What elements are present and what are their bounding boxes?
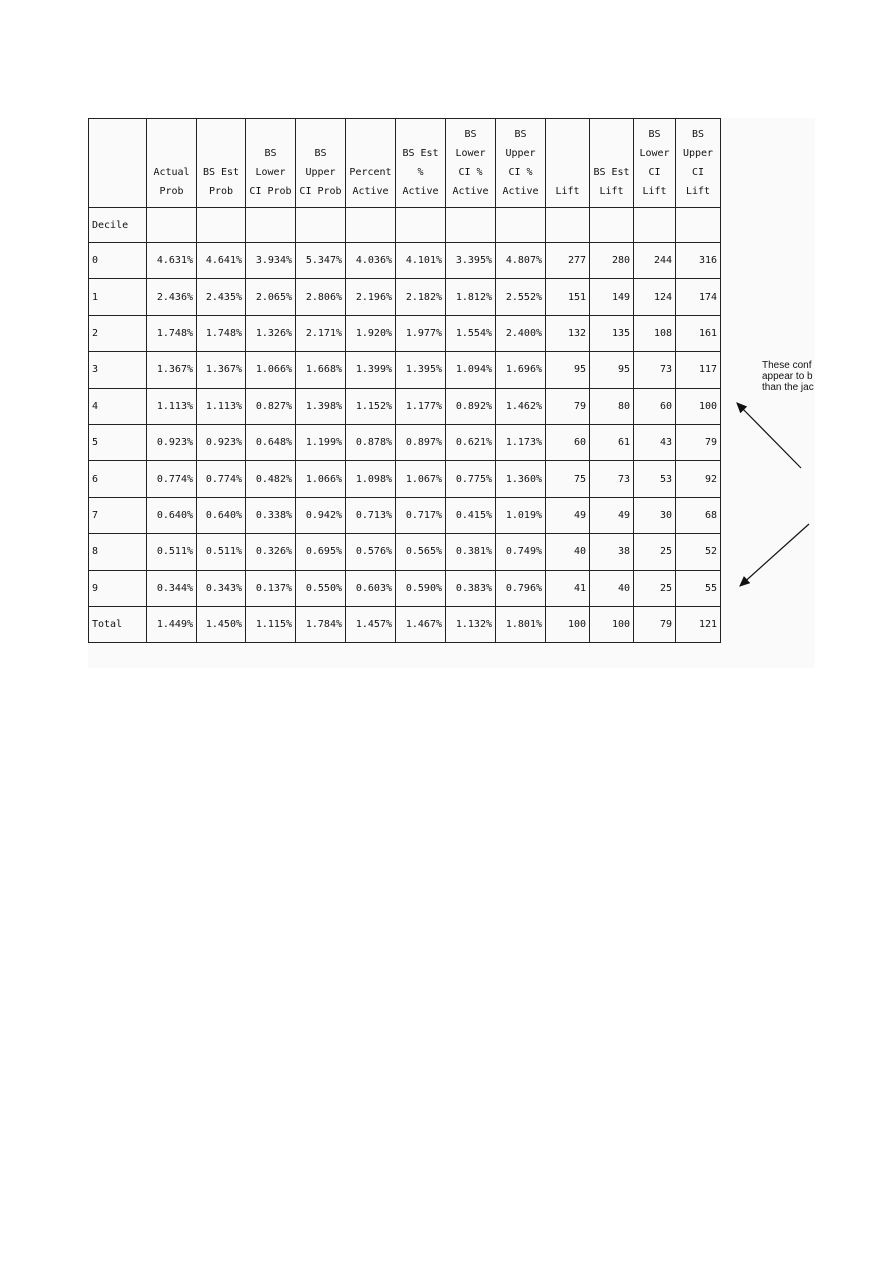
table-cell: 60 bbox=[546, 424, 590, 460]
table-cell: 40 bbox=[546, 534, 590, 570]
table-cell: 1.173% bbox=[496, 424, 546, 460]
table-cell: 1.450% bbox=[197, 606, 246, 642]
table-cell: 2.435% bbox=[197, 279, 246, 315]
column-header-line bbox=[549, 125, 586, 144]
table-cell: 1.098% bbox=[346, 461, 396, 497]
table-cell: 316 bbox=[676, 243, 721, 279]
table-cell: 100 bbox=[590, 606, 634, 642]
table-cell: 132 bbox=[546, 315, 590, 351]
table-cell: 95 bbox=[590, 352, 634, 388]
table-cell: 73 bbox=[634, 352, 676, 388]
table-cell: 0.621% bbox=[446, 424, 496, 460]
table-row bbox=[89, 461, 721, 497]
table-cell: 0.338% bbox=[246, 497, 296, 533]
table-cell: 0.590% bbox=[396, 570, 446, 606]
table-cell: 41 bbox=[546, 570, 590, 606]
column-header-line: Prob bbox=[208, 186, 234, 197]
table-cell: 25 bbox=[634, 570, 676, 606]
column-header bbox=[446, 119, 496, 208]
table-cell: 5.347% bbox=[296, 243, 346, 279]
table-row bbox=[89, 424, 721, 460]
column-header-line bbox=[249, 125, 292, 144]
table-cell: 0.774% bbox=[147, 461, 197, 497]
table-cell: 1.812% bbox=[446, 279, 496, 315]
column-header-line: CI % bbox=[508, 167, 533, 178]
annotation-line: These conf bbox=[762, 360, 812, 371]
table-row bbox=[89, 315, 721, 351]
column-header bbox=[546, 119, 590, 208]
column-header-line: Percent bbox=[349, 167, 392, 178]
column-header bbox=[590, 119, 634, 208]
table-cell: 1.177% bbox=[396, 388, 446, 424]
table-cell: 1.457% bbox=[346, 606, 396, 642]
table-cell: 60 bbox=[634, 388, 676, 424]
table-row bbox=[89, 570, 721, 606]
table-cell: 1.113% bbox=[147, 388, 197, 424]
table-cell: 1.784% bbox=[296, 606, 346, 642]
table-cell: 0.923% bbox=[197, 424, 246, 460]
table-cell: 1.462% bbox=[496, 388, 546, 424]
column-header-line: Active bbox=[502, 186, 539, 197]
column-header-line: BS Est bbox=[202, 167, 240, 178]
table-cell: 2.436% bbox=[147, 279, 197, 315]
table-cell: 1.977% bbox=[396, 315, 446, 351]
table-cell: 0.137% bbox=[246, 570, 296, 606]
table-cell: 0.923% bbox=[147, 424, 197, 460]
table-cell: 2.065% bbox=[246, 279, 296, 315]
annotation-line: appear to b bbox=[762, 371, 813, 382]
table-cell: 1.066% bbox=[246, 352, 296, 388]
table-cell: 30 bbox=[634, 497, 676, 533]
row-label: 2 bbox=[89, 315, 147, 351]
table-cell: 2.806% bbox=[296, 279, 346, 315]
table-cell: 0.892% bbox=[446, 388, 496, 424]
column-header-line: Lower bbox=[455, 148, 486, 159]
table-cell: 49 bbox=[546, 497, 590, 533]
column-header-line bbox=[92, 182, 143, 201]
table-cell: 4.631% bbox=[147, 243, 197, 279]
table-cell: 68 bbox=[676, 497, 721, 533]
table-cell: 79 bbox=[676, 424, 721, 460]
table-cell: 161 bbox=[676, 315, 721, 351]
table-cell: 1.467% bbox=[396, 606, 446, 642]
table-cell: 79 bbox=[546, 388, 590, 424]
table-cell: 25 bbox=[634, 534, 676, 570]
row-label: 1 bbox=[89, 279, 147, 315]
table-cell: 121 bbox=[676, 606, 721, 642]
column-header-line: BS bbox=[314, 148, 327, 159]
table-cell: 1.199% bbox=[296, 424, 346, 460]
table-cell: 4.641% bbox=[197, 243, 246, 279]
column-header-line bbox=[349, 125, 392, 144]
table-cell: 0.878% bbox=[346, 424, 396, 460]
table-cell: 4.101% bbox=[396, 243, 446, 279]
arrow-lower bbox=[740, 524, 809, 586]
annotation-line: than the jac bbox=[762, 382, 814, 393]
table-cell: 244 bbox=[634, 243, 676, 279]
row-label: 9 bbox=[89, 570, 147, 606]
table-cell: 0.415% bbox=[446, 497, 496, 533]
column-header-line bbox=[399, 125, 442, 144]
table-cell: 0.576% bbox=[346, 534, 396, 570]
table-cell: 117 bbox=[676, 352, 721, 388]
table-cell: 1.801% bbox=[496, 606, 546, 642]
column-header-line: Lift bbox=[599, 186, 624, 197]
table-cell: 1.748% bbox=[197, 315, 246, 351]
table-row bbox=[89, 534, 721, 570]
table-cell: 135 bbox=[590, 315, 634, 351]
column-header bbox=[197, 119, 246, 208]
column-header-line: Actual bbox=[153, 167, 190, 178]
row-label: 8 bbox=[89, 534, 147, 570]
table-cell: 95 bbox=[546, 352, 590, 388]
column-header-line: BS Est bbox=[593, 167, 630, 178]
column-header-line bbox=[92, 163, 143, 182]
row-label: 7 bbox=[89, 497, 147, 533]
column-header-line bbox=[150, 144, 193, 163]
row-label: 3 bbox=[89, 352, 147, 388]
column-header bbox=[634, 119, 676, 208]
bootstrap-decile-table bbox=[88, 118, 721, 643]
table-cell: 0.603% bbox=[346, 570, 396, 606]
table-cell: 0.383% bbox=[446, 570, 496, 606]
table-cell: 4.807% bbox=[496, 243, 546, 279]
table-cell: 2.196% bbox=[346, 279, 396, 315]
table-cell: 1.113% bbox=[197, 388, 246, 424]
column-header-line: BS bbox=[264, 148, 277, 159]
table-row bbox=[89, 352, 721, 388]
table-cell: 0.482% bbox=[246, 461, 296, 497]
table-cell: 100 bbox=[546, 606, 590, 642]
column-header-line bbox=[349, 144, 392, 163]
table-cell: 1.395% bbox=[396, 352, 446, 388]
column-header-line: BS bbox=[514, 129, 527, 140]
column-header-line: Lift bbox=[685, 186, 711, 197]
table-row bbox=[89, 279, 721, 315]
table-cell: 1.115% bbox=[246, 606, 296, 642]
table-cell: 1.152% bbox=[346, 388, 396, 424]
column-header-line bbox=[299, 125, 342, 144]
annotation-arrows bbox=[723, 268, 813, 598]
table-cell: 1.748% bbox=[147, 315, 197, 351]
total-row bbox=[89, 606, 721, 642]
row-label: 5 bbox=[89, 424, 147, 460]
table-cell: 277 bbox=[546, 243, 590, 279]
table-cell: 0.713% bbox=[346, 497, 396, 533]
header-row bbox=[89, 119, 721, 208]
table-cell: 151 bbox=[546, 279, 590, 315]
column-header-line: CI bbox=[691, 167, 705, 178]
table-cell: 0.640% bbox=[197, 497, 246, 533]
table-cell: 1.066% bbox=[296, 461, 346, 497]
table-cell: 55 bbox=[676, 570, 721, 606]
table-cell: 0.695% bbox=[296, 534, 346, 570]
row-label: 0 bbox=[89, 243, 147, 279]
table-cell: 52 bbox=[676, 534, 721, 570]
table-cell: 0.550% bbox=[296, 570, 346, 606]
table-cell: 0.640% bbox=[147, 497, 197, 533]
scanned-figure bbox=[88, 118, 815, 668]
table-cell: 0.344% bbox=[147, 570, 197, 606]
column-header-line: CI % bbox=[458, 167, 483, 178]
column-header-line: Upper bbox=[505, 148, 536, 159]
table-cell: 0.749% bbox=[496, 534, 546, 570]
table-cell: 2.400% bbox=[496, 315, 546, 351]
column-header-line bbox=[593, 144, 630, 163]
column-header bbox=[676, 119, 721, 208]
column-header-line: Active bbox=[352, 186, 389, 197]
table-cell: 1.360% bbox=[496, 461, 546, 497]
column-header-line bbox=[200, 144, 242, 163]
table-cell: 0.796% bbox=[496, 570, 546, 606]
table-row bbox=[89, 497, 721, 533]
decile-label-row bbox=[89, 208, 721, 243]
column-header-line bbox=[549, 163, 586, 182]
table-cell: 1.398% bbox=[296, 388, 346, 424]
table-cell: 0.343% bbox=[197, 570, 246, 606]
table-cell: 1.920% bbox=[346, 315, 396, 351]
table-cell: 1.399% bbox=[346, 352, 396, 388]
column-header-line: BS bbox=[691, 129, 705, 140]
table-cell: 80 bbox=[590, 388, 634, 424]
table-cell: 0.648% bbox=[246, 424, 296, 460]
column-header-line: Upper bbox=[682, 148, 714, 159]
table-cell: 0.775% bbox=[446, 461, 496, 497]
table-cell: 1.019% bbox=[496, 497, 546, 533]
column-header-line bbox=[593, 125, 630, 144]
table-row bbox=[89, 388, 721, 424]
table-cell: 1.094% bbox=[446, 352, 496, 388]
column-header-line: CI Prob bbox=[299, 186, 342, 197]
column-header-line bbox=[150, 125, 193, 144]
arrow-upper bbox=[737, 403, 801, 468]
table-cell: 2.171% bbox=[296, 315, 346, 351]
column-header-line: Upper bbox=[305, 167, 336, 178]
table-cell: 1.367% bbox=[197, 352, 246, 388]
column-header-line: Prob bbox=[159, 186, 184, 197]
row-label: 6 bbox=[89, 461, 147, 497]
column-header-line bbox=[200, 125, 242, 144]
table-cell: 1.696% bbox=[496, 352, 546, 388]
table-cell: 108 bbox=[634, 315, 676, 351]
table-cell: 1.132% bbox=[446, 606, 496, 642]
column-header bbox=[89, 119, 147, 208]
annotation-note bbox=[762, 360, 815, 393]
table-cell: 92 bbox=[676, 461, 721, 497]
row-label: Total bbox=[89, 606, 147, 642]
table-cell: 49 bbox=[590, 497, 634, 533]
table-cell: 2.552% bbox=[496, 279, 546, 315]
table-cell: 0.381% bbox=[446, 534, 496, 570]
table-cell: 149 bbox=[590, 279, 634, 315]
table-cell: 0.326% bbox=[246, 534, 296, 570]
table-cell: 61 bbox=[590, 424, 634, 460]
column-header-line: BS Est bbox=[402, 148, 439, 159]
column-header-line: Active bbox=[452, 186, 489, 197]
column-header-line: CI Prob bbox=[249, 186, 292, 197]
table-cell: 0.565% bbox=[396, 534, 446, 570]
column-header-line bbox=[549, 144, 586, 163]
table-cell: 4.036% bbox=[346, 243, 396, 279]
column-header bbox=[496, 119, 546, 208]
table-cell: 0.774% bbox=[197, 461, 246, 497]
row-label: 4 bbox=[89, 388, 147, 424]
column-header-line: Active bbox=[402, 186, 439, 197]
table-cell: 1.554% bbox=[446, 315, 496, 351]
column-header bbox=[396, 119, 446, 208]
column-header bbox=[296, 119, 346, 208]
column-header-line: Lift bbox=[642, 186, 667, 197]
table-cell: 79 bbox=[634, 606, 676, 642]
column-header-line bbox=[92, 125, 143, 144]
column-header bbox=[246, 119, 296, 208]
table-cell: 1.367% bbox=[147, 352, 197, 388]
table-row bbox=[89, 243, 721, 279]
table-cell: 0.511% bbox=[147, 534, 197, 570]
table-cell: 0.827% bbox=[246, 388, 296, 424]
column-header-line: BS bbox=[648, 129, 661, 140]
table-cell: 38 bbox=[590, 534, 634, 570]
table-cell: 174 bbox=[676, 279, 721, 315]
table-cell: 1.067% bbox=[396, 461, 446, 497]
table-cell: 75 bbox=[546, 461, 590, 497]
table-cell: 3.934% bbox=[246, 243, 296, 279]
table-cell: 1.668% bbox=[296, 352, 346, 388]
table-cell: 43 bbox=[634, 424, 676, 460]
column-header-line: Lift bbox=[555, 186, 580, 197]
column-header-line: Lower bbox=[639, 148, 670, 159]
table-cell: 100 bbox=[676, 388, 721, 424]
table-cell: 280 bbox=[590, 243, 634, 279]
column-header-line: CI bbox=[648, 167, 661, 178]
column-header bbox=[346, 119, 396, 208]
table-cell: 0.717% bbox=[396, 497, 446, 533]
column-header bbox=[147, 119, 197, 208]
column-header-line: Lower bbox=[255, 167, 286, 178]
table-cell: 0.942% bbox=[296, 497, 346, 533]
table-cell: 40 bbox=[590, 570, 634, 606]
table-cell: 0.897% bbox=[396, 424, 446, 460]
table-cell: 1.449% bbox=[147, 606, 197, 642]
table-cell: 73 bbox=[590, 461, 634, 497]
table-cell: 0.511% bbox=[197, 534, 246, 570]
table-cell: 53 bbox=[634, 461, 676, 497]
decile-label: Decile bbox=[89, 208, 147, 243]
table-cell: 3.395% bbox=[446, 243, 496, 279]
column-header-line bbox=[92, 144, 143, 163]
table-cell: 2.182% bbox=[396, 279, 446, 315]
table-cell: 124 bbox=[634, 279, 676, 315]
column-header-line: BS bbox=[464, 129, 477, 140]
table-cell: 1.326% bbox=[246, 315, 296, 351]
column-header-line: % bbox=[417, 167, 424, 178]
